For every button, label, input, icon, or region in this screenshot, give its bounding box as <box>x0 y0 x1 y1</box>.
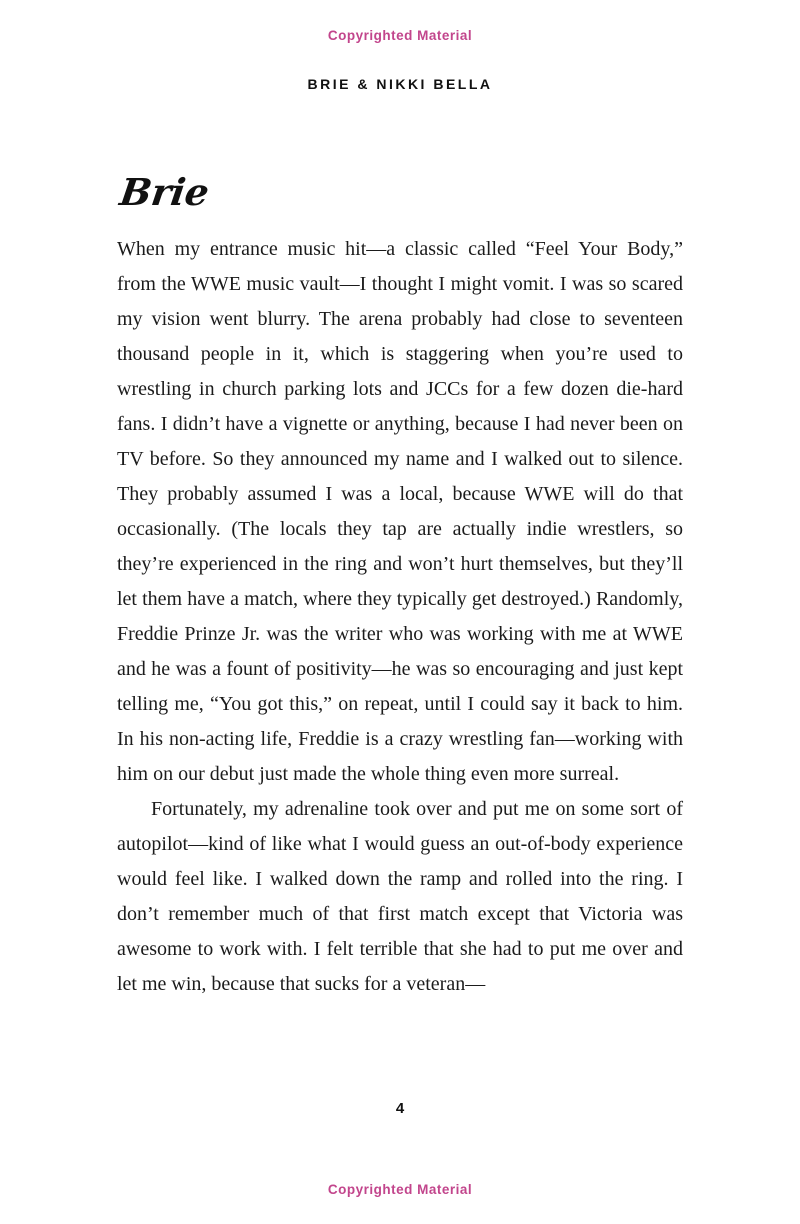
section-heading: Brie <box>117 170 212 214</box>
page-number: 4 <box>395 1100 405 1117</box>
page-content <box>117 168 683 1002</box>
body-text <box>117 232 683 1002</box>
running-header: BRIE & NIKKI BELLA <box>307 76 493 92</box>
paragraph-2: Fortunately, my adrenaline took over and put me on some sort of autopilot—kind of like what I would guess an out-of-body experience would feel like. I walked down the ramp and rolled into the ring. I don’t remember much of that first match except that Victoria was awesome to work with. I felt terrible that she had to put me over and let me win, because that sucks for a veteran— <box>117 798 683 995</box>
copyright-notice-top: Copyrighted Material <box>327 28 473 43</box>
copyright-notice-bottom: Copyrighted Material <box>327 1182 473 1197</box>
paragraph-1: When my entrance music hit—a classic called “Feel Your Body,” from the WWE music vault—I thought I might vomit. I was so scared my vision went blurry. The arena probably had close to seventeen thousand people in it, which is staggering when you’re used to wrestling in church parking lots and JCCs for a few dozen die-hard fans. I didn’t have a vignette or anything, because I had never been on TV before. So they announced my name and I walked out to silence. They probably assumed I was a local, because WWE will do that occasionally. (The locals they tap are actually indie wrestlers, so they’re experienced in the ring and won’t hurt themselves, but they’ll let them have a match, where they typically get destroyed.) Randomly, Freddie Prinze Jr. was the writer who was working with me at WWE and he was a fount of positivity—he was so encouraging and just kept telling me, “You got this,” on repeat, until I could say it back to him. In his non-acting life, Freddie is a crazy wrestling fan—working with him on our debut just made the whole thing even more surreal. <box>117 238 683 785</box>
